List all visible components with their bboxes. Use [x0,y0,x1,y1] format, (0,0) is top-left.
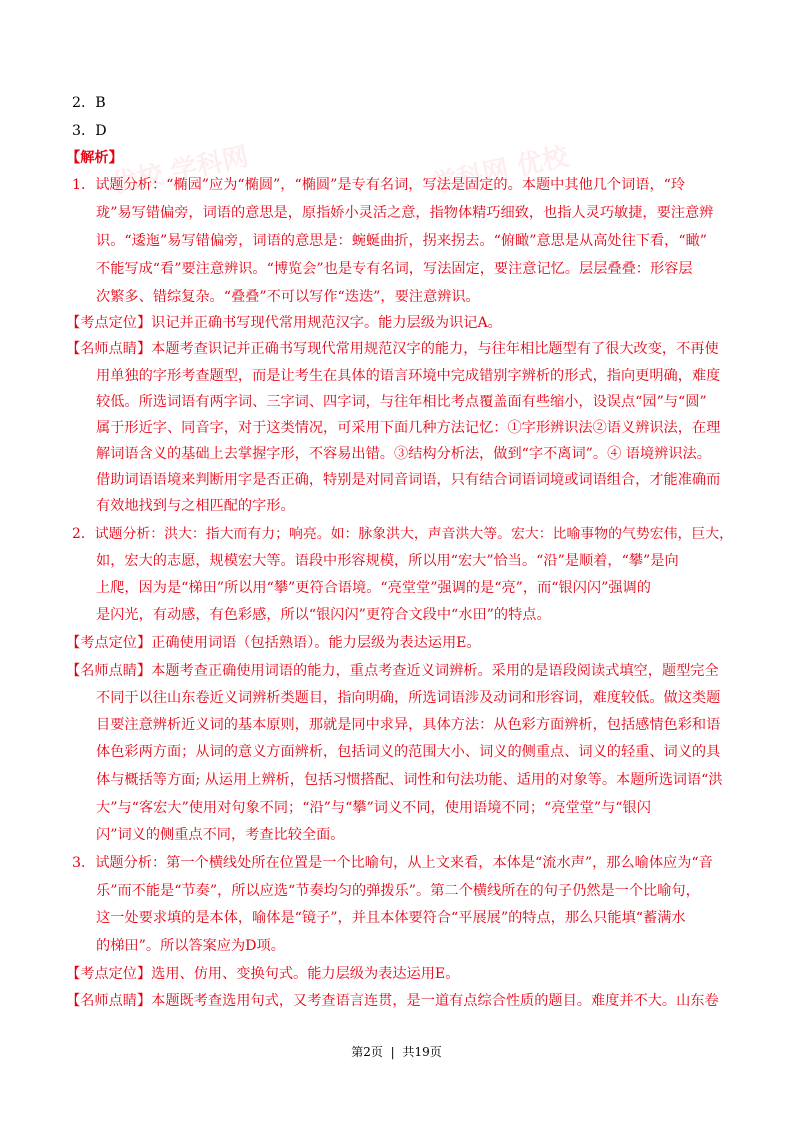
q2-mingshi-line: 不同于以往山东卷近义词辨析类题目，指向明确，所选词语涉及动词和形容词，难度较低。做这类题 [96,690,721,706]
answer-2: 2．B [72,95,106,111]
q2-mingshi-line: 闪”词义的侧重点不同，考查比较全面。 [96,827,345,843]
answer-3: 3．D [72,123,107,139]
q3-line: 的梯田”。所以答案应为D项。 [96,938,285,954]
q1-mingshi-line: 【名师点睛】本题考查识记并正确书写现代常用规范汉字的能力，与往年相比题型有了很大改变，不再使 [66,341,719,357]
q1-mingshi-line: 较低。所选词语有两字词、三字词、四字词，与往年相比考点覆盖面有些缩小，设误点“园”与“圆” [96,394,707,410]
q1-line: 珑”易写错偏旁，词语的意思是，原指娇小灵活之意，指物体精巧细致，也指人灵巧敏捷，要注意辨 [96,205,714,221]
q3-kaodian: 【考点定位】选用、仿用、变换句式。能力层级为表达运用E。 [66,966,460,982]
q2-line: 如，宏大的志愿，规模宏大等。语段中形容规模，所以用“宏大”恰当。“沿”是顺着，“攀”是向 [96,553,679,569]
q1-mingshi-line: 有效地找到与之相匹配的字形。 [96,498,295,514]
q1-line: 次繁多、错综复杂。“叠叠”不可以写作“迭迭”，要注意辨识。 [96,289,480,305]
q2-line: 是闪光，有动感，有色彩感，所以“银闪闪”更符合文段中“水田”的特点。 [96,607,551,623]
analysis-label: 【解析】 [66,150,123,166]
q1-line: 1．试题分析：“椭园”应为“椭圆”，“椭圆”是专有名词，写法是固定的。本题中其他几个词语，“玲 [72,177,686,193]
q2-mingshi-line: 体与概括等方面; 从运用上辨析，包括习惯搭配、词性和句法功能、适用的对象等。本题所选词语“洪 [96,772,723,788]
watermark: 优校 学科网 [108,141,252,201]
page-total: 共19页 [402,1045,442,1059]
q3-mingshi: 【名师点睛】本题既考查选用句式，又考查语言连贯，是一道有点综合性质的题目。难度并不大。山东卷 [66,993,719,1009]
q3-line: 3．试题分析：第一个横线处所在位置是一个比喻句，从上文来看，本体是“流水声”，那么喻体应为“音 [72,855,713,871]
q2-mingshi-line: 体色彩两方面；从词的意义方面辨析，包括词义的范围大小、词义的侧重点、词义的轻重、词义的具 [96,744,721,760]
q1-mingshi-line: 解词语含义的基础上去掌握字形，不容易出错。③结构分析法，做到“字不离词”。④ 语境辨识法。 [96,446,711,462]
q2-mingshi-line: 目要注意辨析近义词的基本原则，那就是同中求异，具体方法：从色彩方面辨析，包括感情色彩和语 [96,717,721,733]
q1-line: 不能写成“看”要注意辨识。“博览会”也是专有名词，写法固定，要注意记忆。层层叠叠：形容层 [96,261,693,277]
q1-line: 识。“逶迤”易写错偏旁，词语的意思是：蜿蜒曲折，拐来拐去。“俯瞰”意思是从高处往下看，“瞰” [96,233,708,249]
q1-kaodian: 【考点定位】识记并正确书写现代常用规范汉字。能力层级为识记A。 [66,315,502,331]
q2-kaodian: 【考点定位】正确使用词语（包括熟语）。能力层级为表达运用E。 [66,635,481,651]
q1-mingshi-line: 属于形近字、同音字，对于这类情况，可采用下面几种方法记忆：①字形辨识法②语义辨识法，在理 [96,420,721,436]
q2-line: 2．试题分析：洪大：指大而有力；响亮。如：脉象洪大，声音洪大等。宏大：比喻事物的气势宏伟，巨大， [72,526,733,542]
q2-line: 上爬，因为是“梯田”所以用“攀”更符合语境。“亮堂堂”强调的是“亮”，而“银闪闪”强调的 [96,580,651,596]
q3-line: 这一处要求填的是本体，喻体是“镜子”，并且本体要符合“平展展”的特点，那么只能填“蓄满水 [96,910,686,926]
q3-line: 乐”而不能是“节奏”，所以应选“节奏均匀的弹拨乐”。第二个横线所在的句子仍然是一个比喻句， [96,883,700,899]
page-number: 第2页 [351,1045,383,1059]
q1-mingshi-line: 借助词语语境来判断用字是否正确，特别是对同音词语，只有结合词语词境或词语组合，才能准确而 [96,472,721,488]
footer-separator: | [390,1045,395,1059]
q2-mingshi-line: 大”与“客宏大”使用对句象不同；“沿”与“攀”词义不同，使用语境不同；“亮堂堂”与“银闪 [96,800,651,816]
q1-mingshi-line: 用单独的字形考查题型，而是让考生在具体的语言环境中完成错别字辨析的形式，指向更明确，难度 [96,368,721,384]
watermark: 学科网 优校 [428,141,572,201]
q2-mingshi-line: 【名师点睛】本题考查正确使用词语的能力，重点考查近义词辨析。采用的是语段阅读式填空，题型完全 [66,663,719,679]
page-footer [0,1043,793,1060]
